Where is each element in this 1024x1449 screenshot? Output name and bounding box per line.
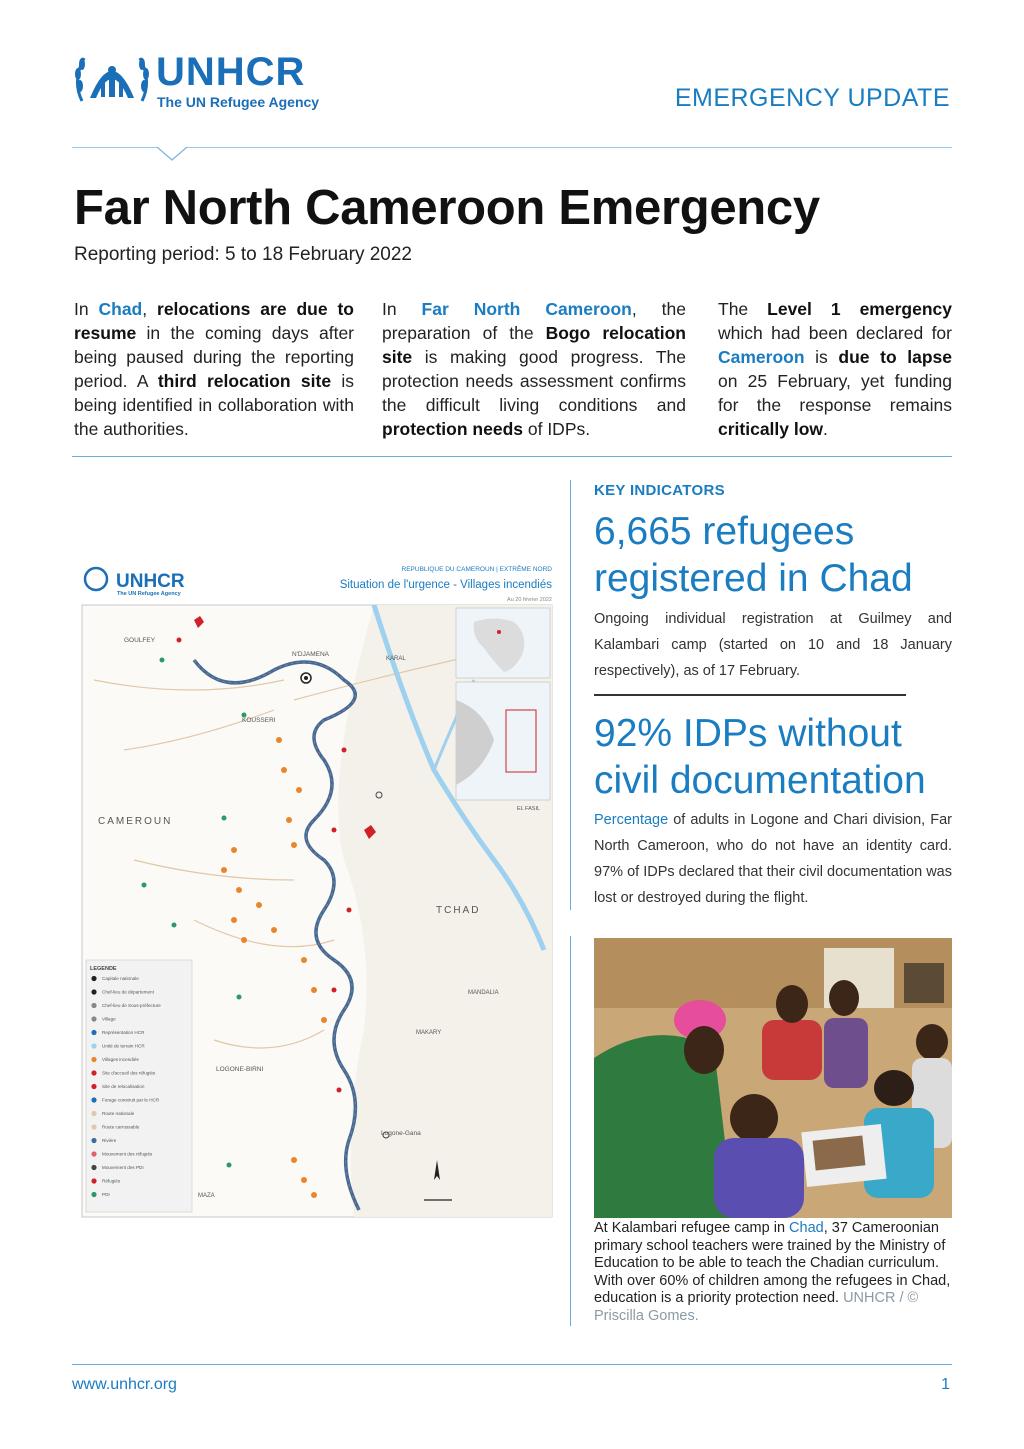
map-legend-symbol (91, 1138, 96, 1143)
indicator-refugees-description: Ongoing individual registration at Guilmey and Kalambari camp (started on 10 and 18 January respectively), as of 17 February. (594, 611, 952, 679)
logo-tagline: The UN Refugee Agency (157, 94, 320, 110)
map-legend-symbol (91, 1043, 96, 1048)
indicator-line: 6,665 refugees (594, 510, 855, 553)
map-legend-item: Village (102, 1016, 116, 1022)
indicator-divider (570, 480, 571, 910)
indicator-separator (594, 694, 906, 696)
map-legend-item: Villages incendiés (102, 1057, 139, 1062)
map-legend-symbol (91, 1097, 96, 1102)
map-legend-symbol (91, 1124, 96, 1129)
highlight-funding: The Level 1 emergency which had been declared for Cameroon is due to lapse on 25 February, yet funding for the response remains critically low. (718, 299, 952, 439)
map-logo-tagline: The UN Refugee Agency (117, 591, 181, 597)
map-legend-item: Chef-lieu de département (102, 989, 154, 995)
map-label-kousseri: KOUSSERI (242, 717, 276, 724)
map-label-goulfey: GOULFEY (124, 637, 156, 644)
map-legend-symbol (91, 1111, 96, 1116)
map-legend-symbol (91, 1070, 96, 1075)
map-legend-symbol (91, 989, 96, 994)
footer-website-link[interactable]: www.unhcr.org (72, 1376, 177, 1393)
indicator-idps-description: Percentage of adults in Logone and Chari division, Far North Cameroon, who do not have an identity card. 97% of IDPs declared that their civil documentation was lost or destroyed during the flight. (594, 812, 952, 906)
header-divider (72, 147, 952, 148)
map-date: Au 20 février 2022 (507, 597, 552, 603)
map-label-mandalia: MANDALIA (468, 990, 499, 996)
map-label-karal: KARAL (386, 656, 406, 662)
map-label-cameroun: CAMEROUN (98, 816, 173, 827)
map-label-tchad: TCHAD (436, 905, 481, 916)
map-label-logone-gana: Logone-Gana (381, 1130, 421, 1137)
indicator-line: registered in Chad (594, 557, 913, 600)
map-legend-item: Chef-lieu de Sous-préfecture (102, 1003, 161, 1008)
document-type: EMERGENCY UPDATE (674, 84, 950, 112)
emergency-map (74, 560, 554, 1220)
unhcr-logo-emblem (72, 46, 152, 116)
map-legend-symbol (91, 1165, 96, 1170)
teachers-training-photo (594, 938, 952, 1218)
map-title: Situation de l'urgence - Villages incendiés (339, 579, 552, 591)
map-legend-symbol (91, 1151, 96, 1156)
map-label-maza: MAZA (198, 1193, 215, 1199)
map-legend-symbol (91, 1084, 96, 1089)
page-title: Far North Cameroon Emergency (74, 181, 820, 235)
map-legend-item: Mouvement des PDI (102, 1165, 144, 1170)
map-legend-item: Capitale nationale (102, 976, 139, 981)
indicator-refugees-registered (594, 508, 913, 602)
map-legend-item: Représentation HCR (102, 1030, 145, 1035)
map-label-logone-birni: LOGONE-BIRNI (216, 1066, 264, 1073)
chevron-down-icon (156, 147, 188, 163)
map-logo-wordmark: UNHCR (116, 571, 185, 592)
page-number: 1 (941, 1376, 950, 1393)
map-legend-symbol (91, 1003, 96, 1008)
indicator-idps-documentation (594, 710, 926, 804)
map-legend-item: Rivière (102, 1138, 117, 1143)
section-divider (72, 456, 952, 457)
map-legend-item: Unité de terrain HCR (102, 1043, 145, 1049)
map-legend-symbol (91, 1178, 96, 1183)
photo-divider (570, 936, 571, 1326)
footer-divider (72, 1364, 952, 1365)
map-legend-symbol (91, 1192, 96, 1197)
map-legend-symbol (91, 1016, 96, 1021)
indicator-line: 92% IDPs without (594, 712, 902, 755)
highlight-far-north-cameroon: In Far North Cameroon, the preparation of the Bogo relocation site is making good progress. The protection needs assessment confirms the difficult living conditions and protection needs of IDPs. (382, 299, 686, 439)
map-legend-symbol (91, 1057, 96, 1062)
indicator-line: civil documentation (594, 759, 926, 802)
key-indicators-label: KEY INDICATORS (594, 482, 725, 499)
photo-caption: At Kalambari refugee camp in Chad, 37 Cameroonian primary school teachers were trained by the Ministry of Education to be able to teach the Chadian curriculum. With over 60% of children among the refugees in Chad, education is a priority protection need. UNHCR / © Priscilla Gomes. (594, 1220, 951, 1324)
map-legend-item: Route nationale (102, 1111, 135, 1116)
map-legend-symbol (91, 976, 96, 981)
map-label-ndjamena: N'DJAMENA (292, 651, 329, 658)
map-country-line: REPUBLIQUE DU CAMEROUN | EXTRÊME NORD (401, 566, 552, 573)
logo-wordmark: UNHCR (156, 50, 306, 94)
map-legend-title: LEGENDE (90, 966, 117, 972)
map-legend-item: Mouvement des réfugiés (102, 1151, 153, 1157)
map-legend-item: Route carrossable (102, 1124, 140, 1130)
map-legend-item: Réfugiés (102, 1178, 121, 1184)
map-label-el-fasil: EL FASIL (517, 806, 541, 812)
map-label-makary: MAKARY (416, 1030, 442, 1036)
map-legend-item: Site de relocalisation (102, 1084, 145, 1089)
map-legend-item: PDI (102, 1192, 110, 1197)
map-legend-item: Site d'accueil des réfugiés (102, 1070, 156, 1076)
reporting-period: Reporting period: 5 to 18 February 2022 (74, 244, 412, 265)
map-legend-symbol (91, 1030, 96, 1035)
highlight-chad: In Chad, relocations are due to resume in the coming days after being paused during the reporting period. A third relocation site is being identified in collaboration with the authorities. (74, 299, 355, 439)
map-legend-item: Forage construit par le HCR (102, 1097, 160, 1103)
